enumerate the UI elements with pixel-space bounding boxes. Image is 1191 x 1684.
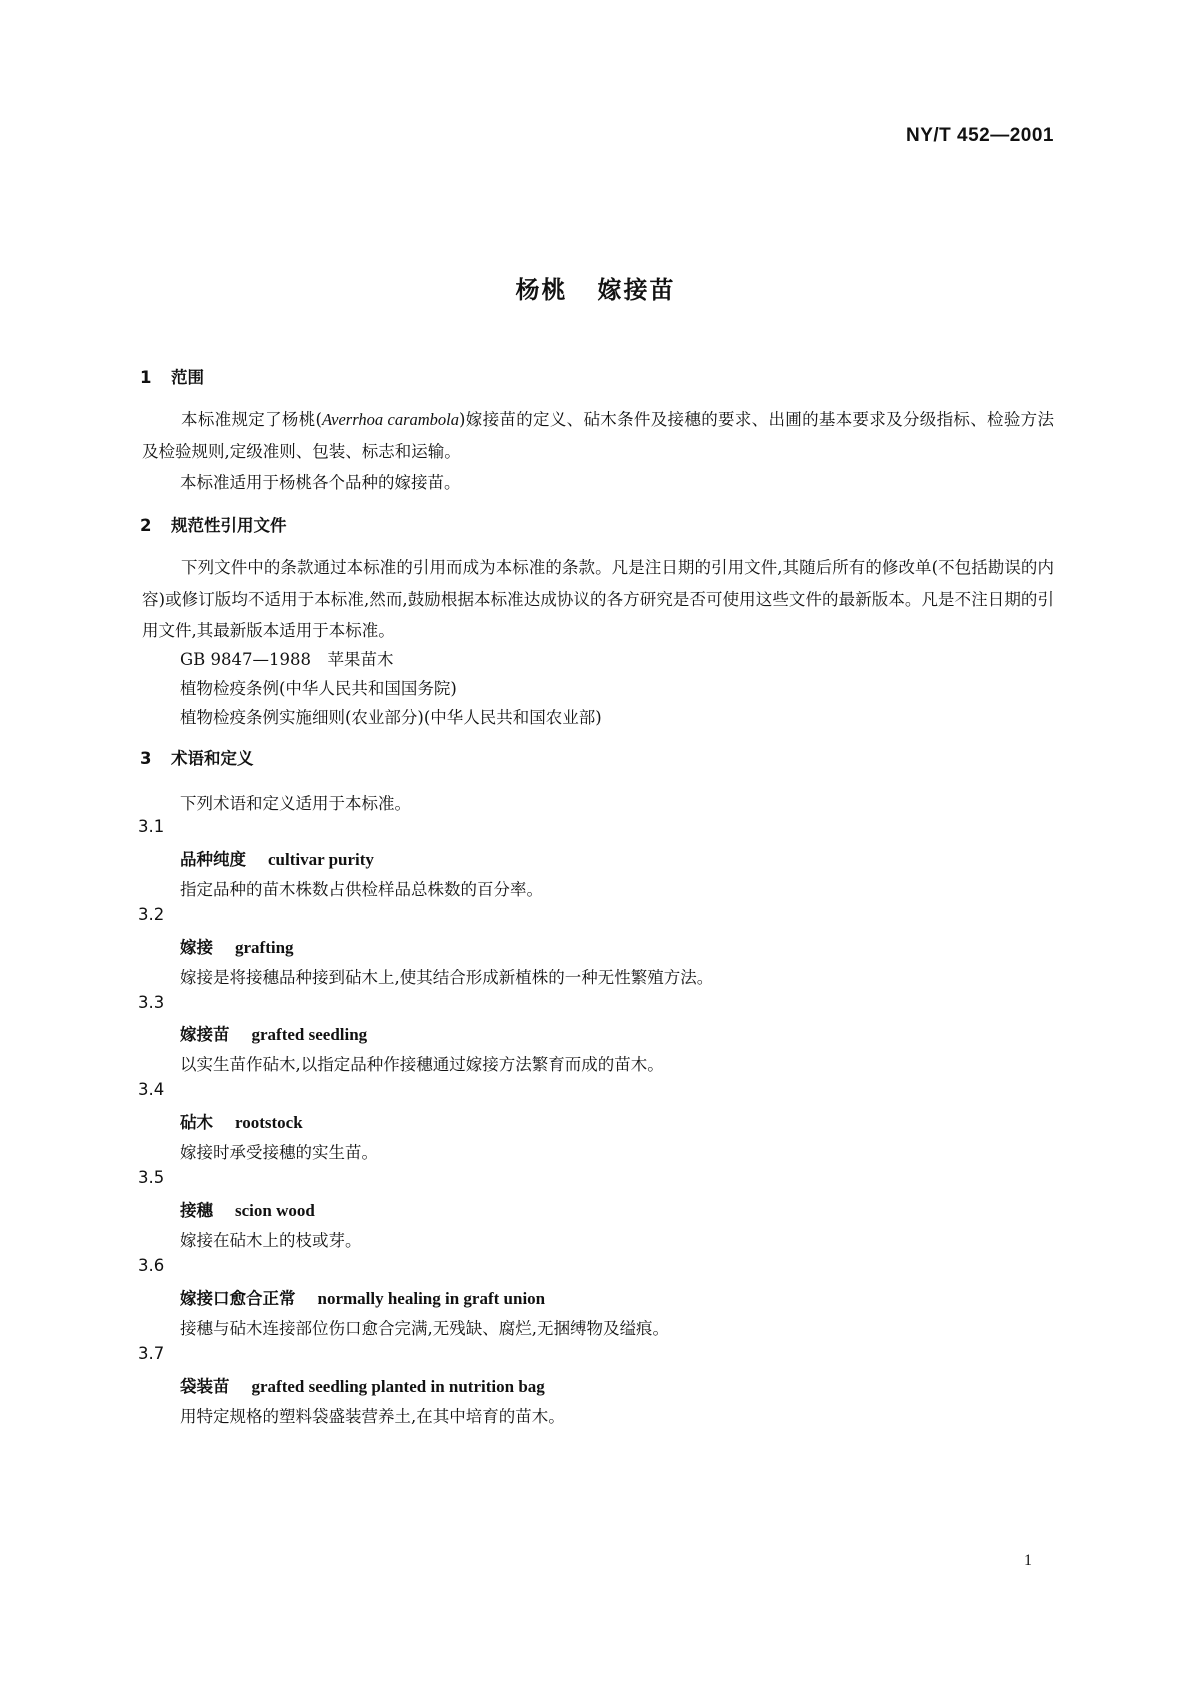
section-2-paragraph: 下列文件中的条款通过本标准的引用而成为本标准的条款。凡是注日期的引用文件,其随后所有的修改单(不包括勘误的内容)或修订版均不适用于本标准,然而,鼓励根据本标准达成协议的各方研究是否可使用这些文件的最新版本。凡是不注日期的引用文件,其最新版本适用于本标准。 [142,558,1054,640]
term-english: normally healing in graft union [317,1289,546,1308]
term-number: 3.5 [138,1168,165,1187]
section-1-heading [140,364,204,388]
standard-code: NY/T 452—2001 [905,125,1054,146]
term-heading [180,934,294,958]
term-number: 3.7 [138,1344,165,1363]
term-heading [180,1373,545,1397]
term-english: rootstock [235,1113,303,1132]
page-number: 1 [1024,1552,1032,1569]
reference-item: GB 9847—1988 苹果苗木 [180,650,394,669]
term-definition: 用特定规格的塑料袋盛装营养土,在其中培育的苗木。 [180,1407,565,1426]
latin-name: Averrhoa carambola [321,410,460,429]
term-chinese: 接穗 [180,1201,213,1220]
term-english: cultivar purity [268,850,374,869]
section-number: 3 [140,749,152,768]
section-2-heading [140,512,287,536]
term-definition: 嫁接在砧木上的枝或芽。 [180,1231,362,1250]
term-chinese: 嫁接口愈合正常 [180,1289,296,1308]
section-number: 2 [140,516,152,535]
term-chinese: 砧木 [180,1113,213,1132]
term-english: scion wood [235,1201,315,1220]
term-definition: 以实生苗作砧木,以指定品种作接穗通过嫁接方法繁育而成的苗木。 [180,1055,664,1074]
term-definition: 嫁接是将接穗品种接到砧木上,使其结合形成新植株的一种无性繁殖方法。 [180,968,714,987]
paragraph-text: 本标准规定了杨桃( [181,410,322,429]
title-part-2: 嫁接苗 [597,276,676,304]
term-english: grafted seedling [251,1025,368,1044]
title-part-1: 杨桃 [515,276,568,304]
section-number: 1 [140,368,152,387]
document-title [0,270,1191,305]
term-english: grafted seedling planted in nutrition bag [251,1377,545,1396]
term-chinese: 品种纯度 [180,850,246,869]
paragraph-text: )嫁接苗的定义、砧木条件及接穗的要求、出圃的基本要求及分级指标、检验方法及检验规则,定级准则、包装、标志和运输。 [142,410,1055,461]
reference-item: 植物检疫条例(中华人民共和国国务院) [180,679,457,698]
term-heading [180,846,374,870]
term-heading [180,1109,303,1133]
reference-item: 植物检疫条例实施细则(农业部分)(中华人民共和国农业部) [180,708,602,727]
term-definition: 嫁接时承受接穗的实生苗。 [180,1143,378,1162]
term-heading [180,1197,315,1221]
term-definition: 接穗与砧木连接部位伤口愈合完满,无残缺、腐烂,无捆缚物及缢痕。 [180,1319,669,1338]
term-number: 3.6 [138,1256,165,1275]
term-chinese: 袋装苗 [180,1377,230,1396]
section-3-heading [140,745,254,769]
term-number: 3.3 [138,993,165,1012]
term-number: 3.4 [138,1080,165,1099]
section-1-paragraph-1 [142,404,1054,467]
term-chinese: 嫁接 [180,938,213,957]
term-heading [180,1285,545,1309]
section-title: 范围 [171,368,204,387]
section-title: 术语和定义 [171,749,254,768]
section-1-paragraph-2: 本标准适用于杨桃各个品种的嫁接苗。 [180,473,461,492]
term-number: 3.1 [138,817,165,836]
term-heading [180,1021,367,1045]
section-3-intro: 下列术语和定义适用于本标准。 [180,794,411,813]
section-title: 规范性引用文件 [171,516,287,535]
term-number: 3.2 [138,905,165,924]
term-chinese: 嫁接苗 [180,1025,230,1044]
term-definition: 指定品种的苗木株数占供检样品总株数的百分率。 [180,880,543,899]
term-english: grafting [235,938,294,957]
